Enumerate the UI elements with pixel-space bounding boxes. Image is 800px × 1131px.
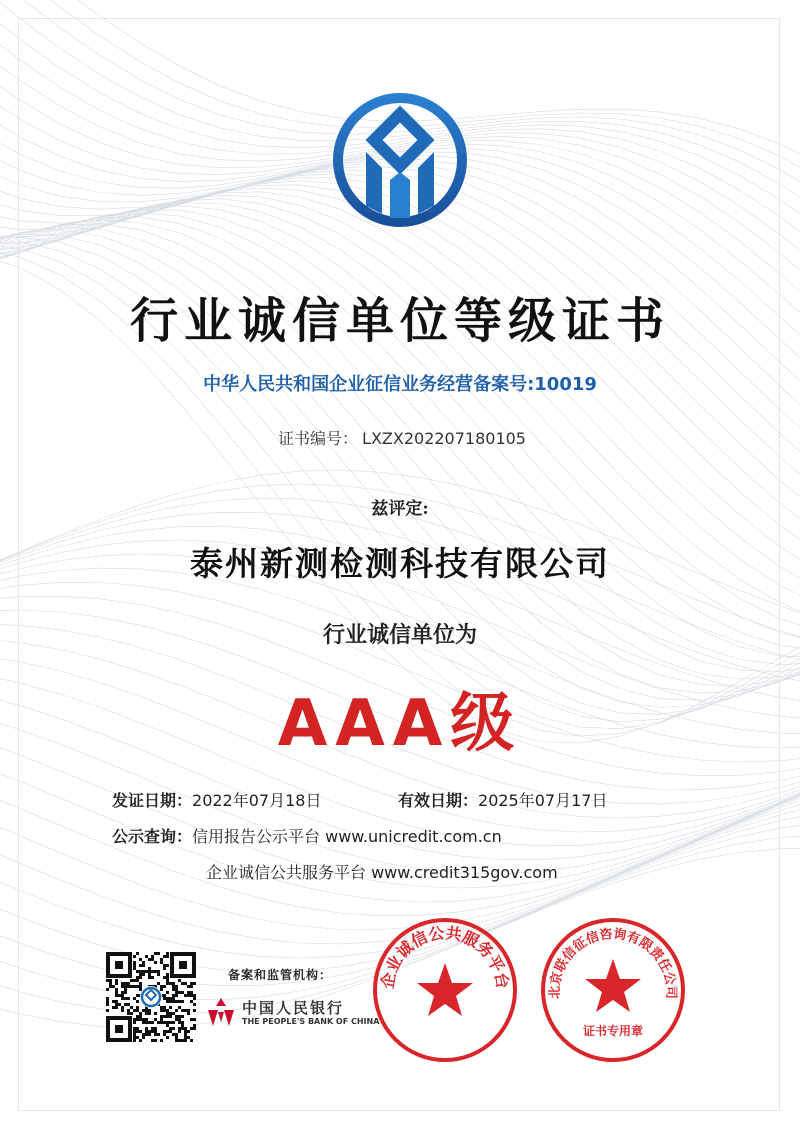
credit-grade: AAA级 (277, 687, 523, 761)
pboc-logo-icon (204, 996, 238, 1030)
issue-date (112, 788, 321, 811)
seal-left-text: 企业诚信公共服务平台 (377, 923, 513, 991)
pboc-name-cn: 中国人民银行 (242, 999, 345, 1017)
platform-seal (370, 915, 520, 1065)
cert-no-value: LXZX202207180105 (362, 429, 526, 448)
public-query (112, 824, 502, 847)
assessment-label: 兹评定: (371, 499, 429, 519)
certificate-title: 行业诚信单位等级证书 (129, 293, 670, 349)
public-query-label: 公示查询： (112, 827, 193, 846)
unit-statement: 行业诚信单位为 (322, 622, 477, 648)
issue-date-label: 发证日期： (112, 791, 193, 810)
star-icon (417, 963, 473, 1016)
cert-no-label: 证书编号： (278, 429, 359, 448)
credit-emblem-icon (330, 90, 470, 230)
filing-number: 中华人民共和国企业征信业务经营备案号:10019 (203, 374, 597, 395)
seal-right-text: 北京联信征信咨询有限责任公司 (547, 926, 679, 999)
regulator-label: 备案和监管机构： (228, 968, 333, 982)
valid-date-value: 2025年07月17日 (478, 791, 608, 810)
company-seal (538, 915, 688, 1065)
query-line-1: 信用报告公示平台 www.unicredit.com.cn (192, 827, 502, 846)
company-name: 泰州新测检测科技有限公司 (190, 544, 610, 583)
star-icon (585, 959, 641, 1012)
valid-date (398, 788, 607, 811)
pboc-name-en: THE PEOPLE'S BANK OF CHINA (242, 1017, 380, 1026)
issue-date-value: 2022年07月18日 (192, 791, 322, 810)
valid-date-label: 有效日期： (398, 791, 479, 810)
query-line-2: 企业诚信公共服务平台 www.credit315gov.com (206, 863, 558, 882)
certificate-number (0, 426, 800, 449)
seal-right-bottom: 证书专用章 (582, 1024, 644, 1038)
qr-code-icon (106, 952, 196, 1042)
